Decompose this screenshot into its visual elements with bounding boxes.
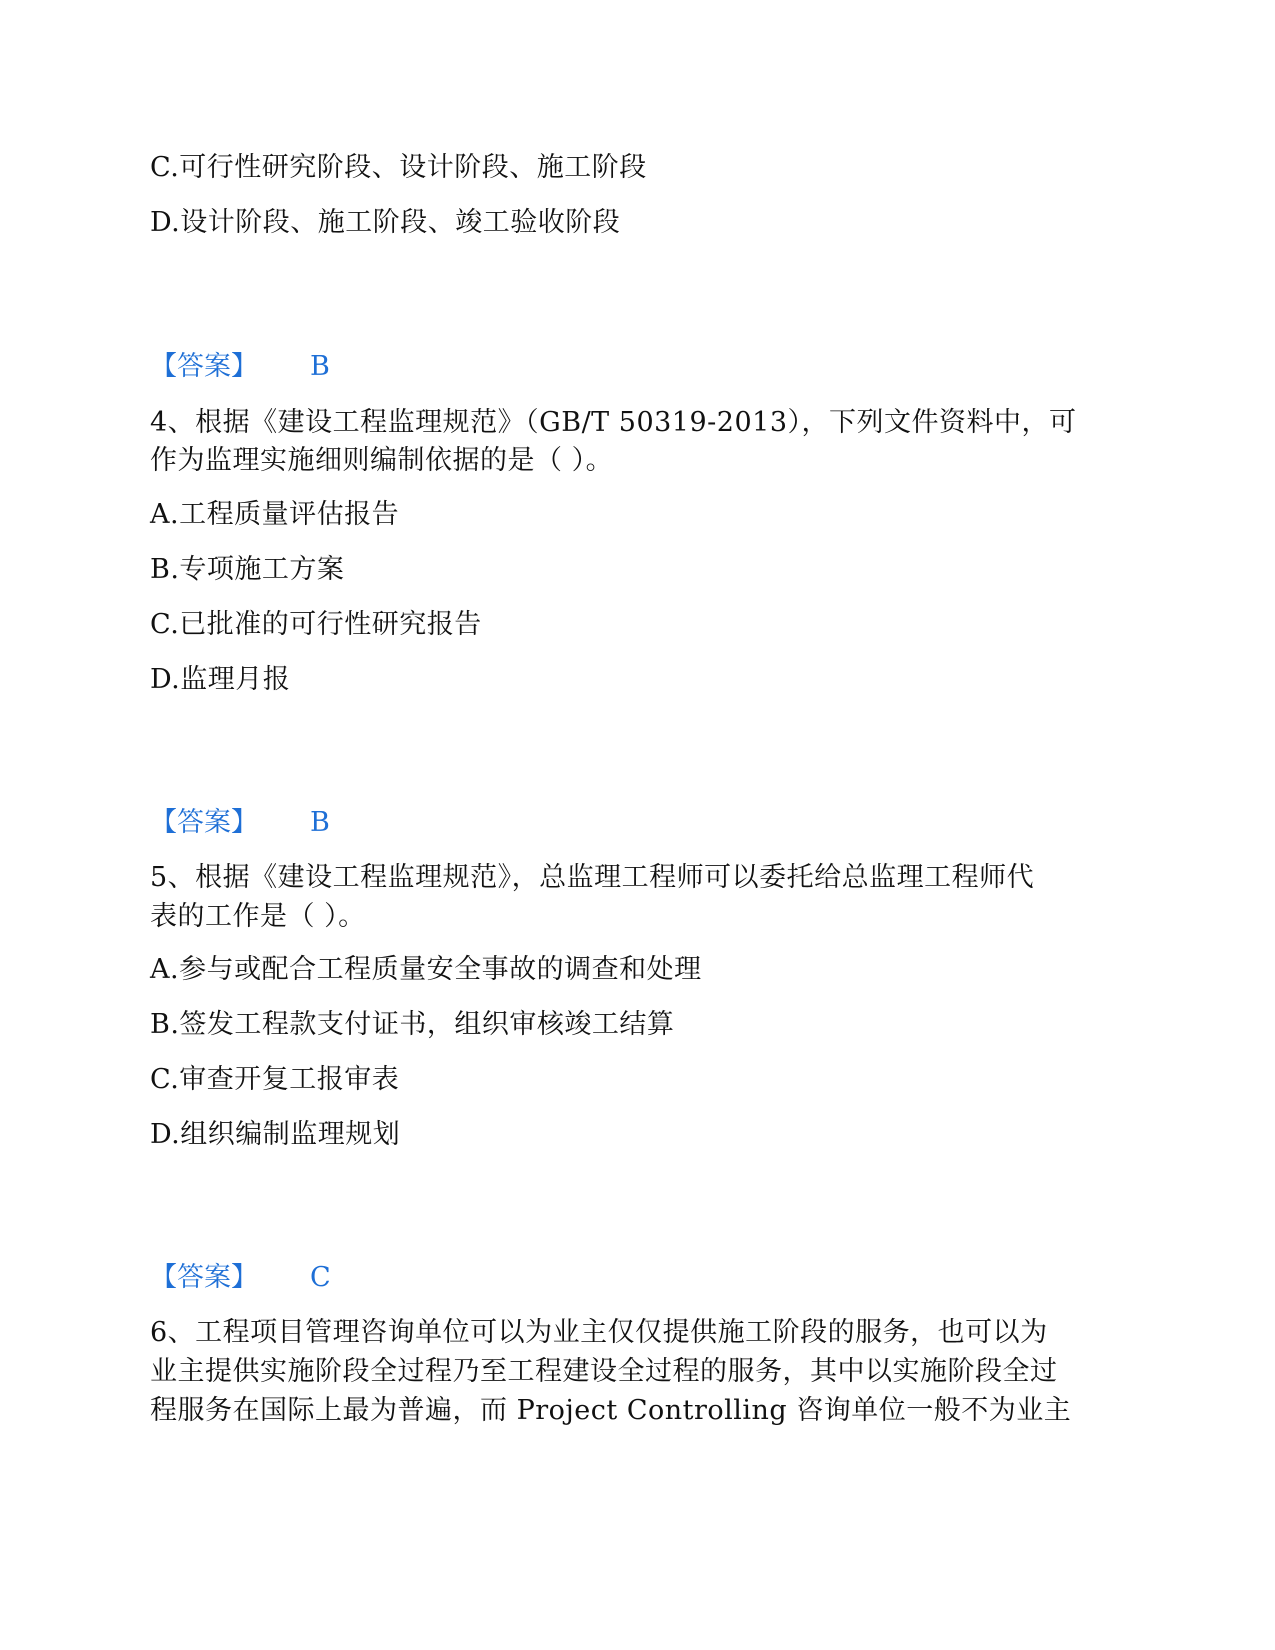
answer-label: 【答案】 — [150, 1262, 258, 1293]
q5-option-c: C.审查开复工报审表 — [150, 1064, 400, 1095]
answer-3 — [150, 347, 330, 387]
q5-stem-line-2: 表的工作是（ ）。 — [150, 901, 366, 932]
q5-option-b: B.签发工程款支付证书，组织审核竣工结算 — [150, 1009, 675, 1040]
q3-option-c: C.可行性研究阶段、设计阶段、施工阶段 — [150, 152, 647, 183]
q5-option-d: D.组织编制监理规划 — [150, 1119, 401, 1150]
q5-stem-line-1: 5、根据《建设工程监理规范》，总监理工程师可以委托给总监理工程师代 — [150, 862, 1035, 893]
q6-stem-line-1: 6、工程项目管理咨询单位可以为业主仅仅提供施工阶段的服务，也可以为 — [150, 1317, 1048, 1348]
q4-option-d: D.监理月报 — [150, 664, 291, 695]
answer-value: B — [310, 351, 330, 382]
q4-option-b: B.专项施工方案 — [150, 554, 345, 585]
q6-stem-line-2: 业主提供实施阶段全过程乃至工程建设全过程的服务，其中以实施阶段全过 — [150, 1356, 1058, 1387]
q4-option-a: A.工程质量评估报告 — [150, 499, 400, 530]
answer-value: C — [310, 1262, 331, 1293]
answer-4 — [150, 803, 330, 843]
answer-value: B — [310, 807, 330, 838]
q4-stem-line-2: 作为监理实施细则编制依据的是（ ）。 — [150, 445, 614, 476]
q4-option-c: C.已批准的可行性研究报告 — [150, 609, 482, 640]
q3-option-d: D.设计阶段、施工阶段、竣工验收阶段 — [150, 207, 621, 238]
answer-label: 【答案】 — [150, 351, 258, 382]
answer-label: 【答案】 — [150, 807, 258, 838]
answer-5 — [150, 1258, 331, 1298]
q5-option-a: A.参与或配合工程质量安全事故的调查和处理 — [150, 954, 702, 985]
q6-stem-line-3: 程服务在国际上最为普遍，而 Project Controlling 咨询单位一般不为业主 — [150, 1395, 1072, 1426]
q4-stem-line-1: 4、根据《建设工程监理规范》（GB/T 50319-2013），下列文件资料中，可 — [150, 407, 1077, 438]
